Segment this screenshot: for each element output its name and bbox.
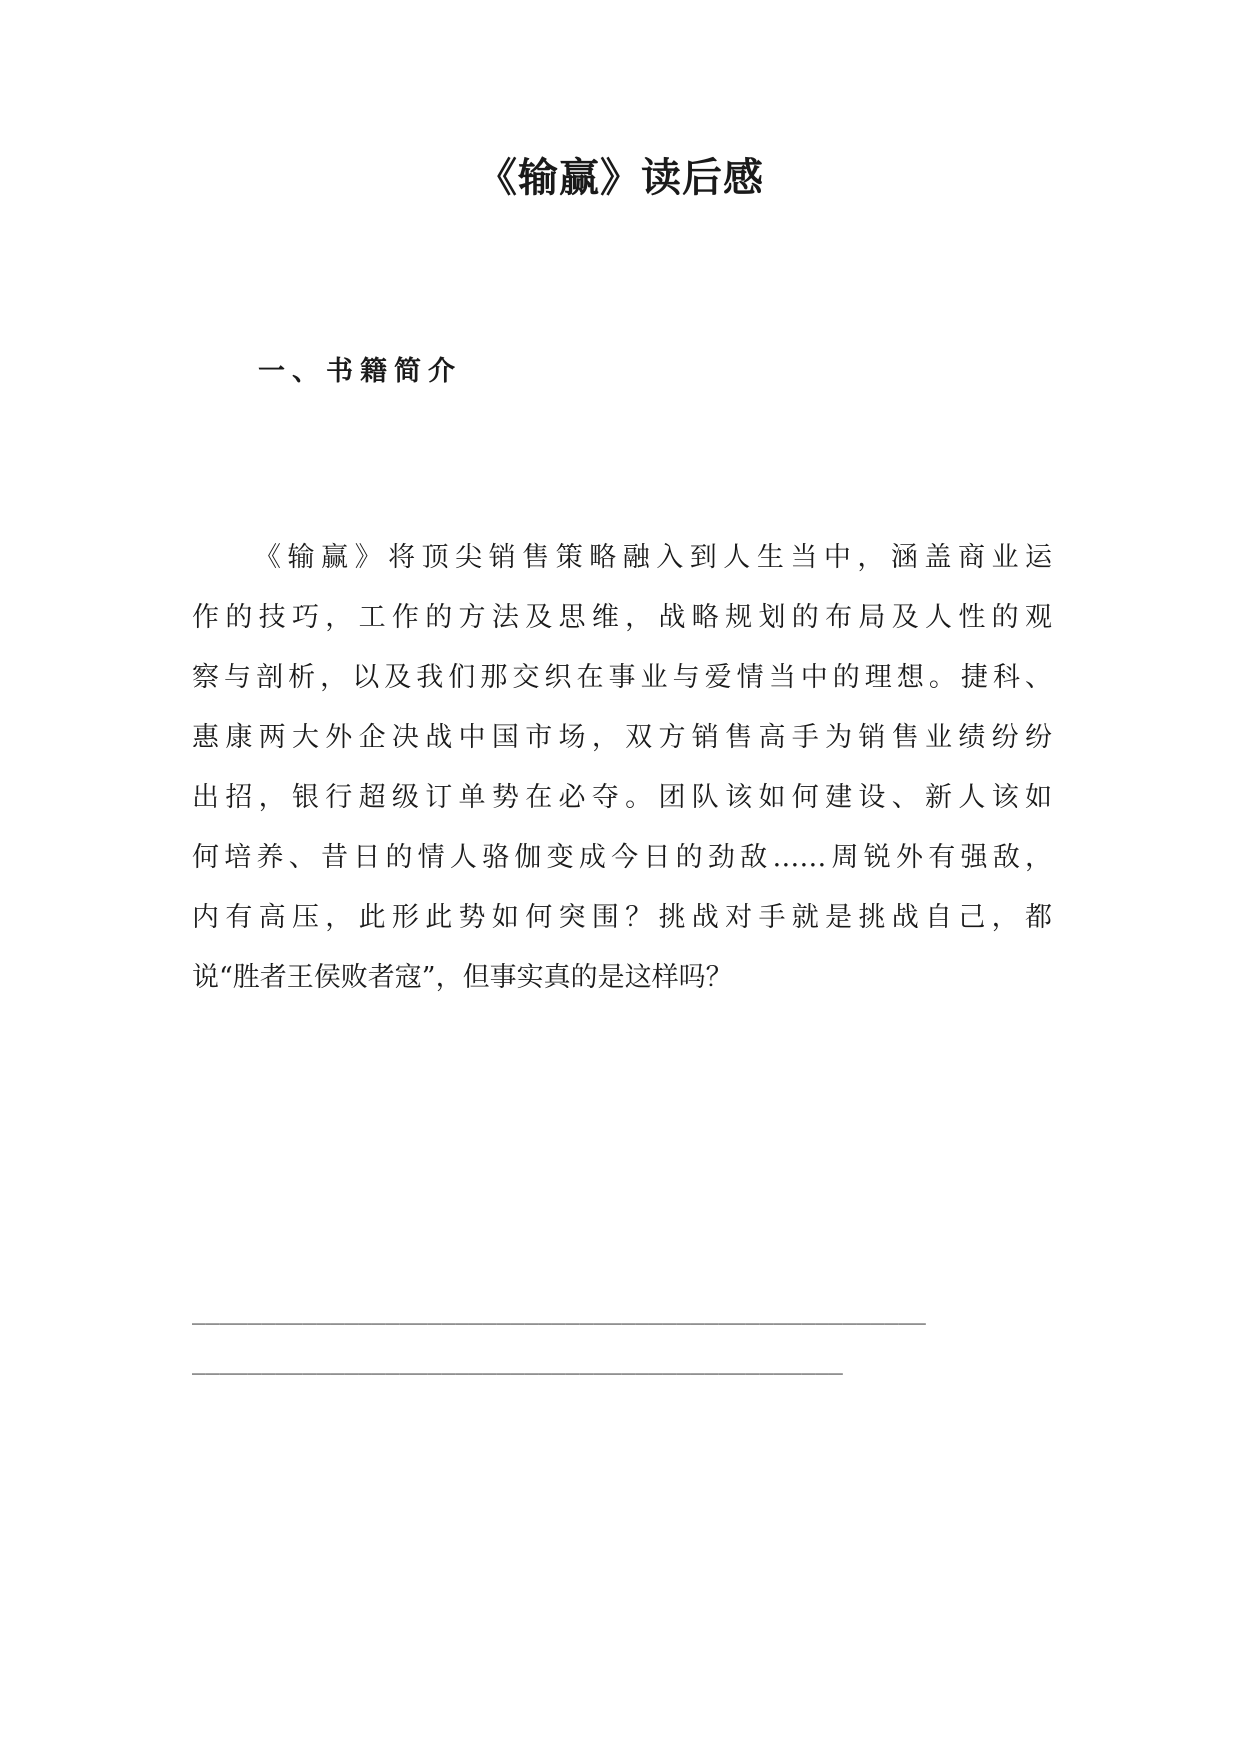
- paragraph-line: 何培养、昔日的情人骆伽变成今日的劲敌……周锐外有强敌，: [192, 842, 1052, 873]
- document-title: 《输赢》读后感: [477, 155, 764, 201]
- paragraph-line: 出招，银行超级订单势在必夺。团队该如何建设、新人该如: [192, 782, 1052, 813]
- paragraph-line: 察与剖析，以及我们那交织在事业与爱情当中的理想。捷科、: [192, 662, 1052, 693]
- blank-underline-1: _____________________________________________________: [192, 1299, 926, 1325]
- paragraph-line: 惠康两大外企决战中国市场，双方销售高手为销售业绩纷纷: [192, 722, 1052, 753]
- paragraph-line: 说“胜者王侯败者寇”，但事实真的是这样吗？: [192, 962, 733, 993]
- paragraph-line: 《输赢》将顶尖销售策略融入到人生当中，涵盖商业运: [254, 542, 1052, 573]
- body-paragraph: [192, 528, 1052, 1008]
- paragraph-line: 作的技巧，工作的方法及思维，战略规划的布局及人性的观: [192, 602, 1052, 633]
- section-heading: 一、书籍简介: [258, 356, 462, 387]
- blank-underline-2: _______________________________________________: [192, 1349, 843, 1375]
- paragraph-line: 内有高压，此形此势如何突围？挑战对手就是挑战自己，都: [192, 902, 1052, 933]
